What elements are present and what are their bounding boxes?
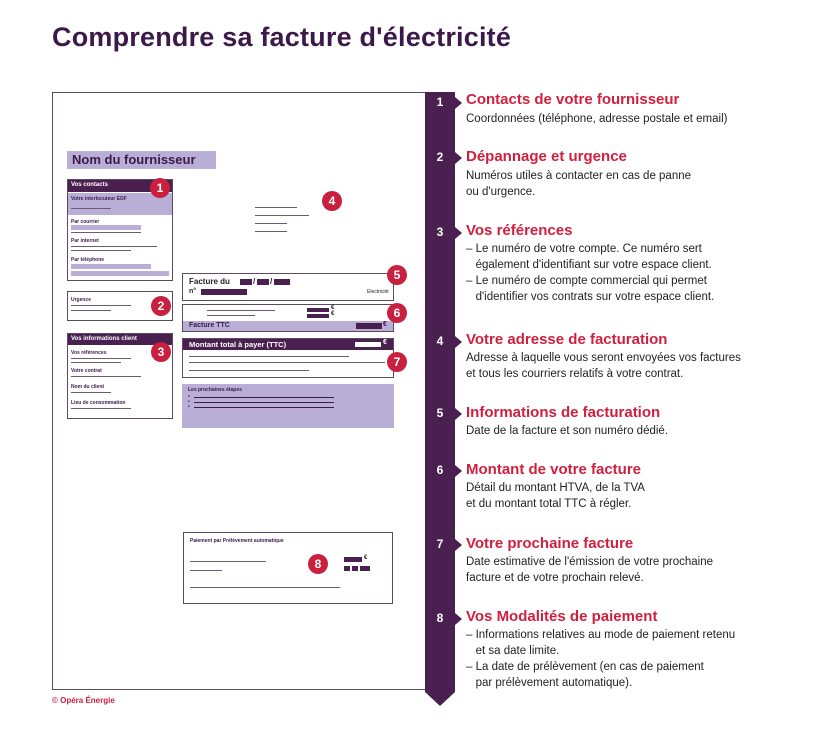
euro-sign: € [331, 311, 335, 317]
entry-4-desc: Adresse à laquelle vous seront envoyées vos factures et tous les courriers relatifs à votre contrat. [466, 352, 741, 380]
entry-8-pointer [455, 613, 462, 625]
timeline-arrow-tip [425, 692, 455, 706]
entry-8-desc: – Informations relatives au mode de paiement retenu et sa date limite. – La date de prélèvement (en cas de paiement par prélèvement automatique). [466, 629, 736, 689]
montant-total-box [182, 338, 394, 378]
montant-details-box [182, 304, 394, 332]
facture-ttc-label: Facture TTC [189, 322, 230, 329]
entry-8-title: Vos Modalités de paiement [466, 608, 658, 625]
paiement-label: Paiement par Prélèvement automatique [190, 538, 284, 544]
prochaines-etapes-box: Les prochaines étapes • • • [182, 384, 394, 428]
entry-8-number: 8 [436, 611, 444, 625]
entry-4-pointer [455, 336, 462, 348]
supplier-name: Nom du fournisseur [72, 152, 196, 167]
contacts-item-internet: Par internet [71, 238, 99, 244]
badge-2: 2 [151, 296, 171, 316]
invoice-page [52, 92, 426, 690]
entry-6-pointer [455, 465, 462, 477]
page-title: Comprendre sa facture d'électricité [52, 22, 512, 52]
contacts-item-interlocuteur: Votre interlocuteur EDF [71, 196, 127, 202]
entry-1-pointer [455, 97, 462, 109]
entry-5-number: 5 [436, 406, 444, 420]
entry-7-title: Votre prochaine facture [466, 535, 634, 552]
address-line [255, 223, 287, 224]
entry-2-title: Dépannage et urgence [466, 148, 627, 165]
timeline-bar [425, 92, 455, 692]
entry-6-desc: Détail du montant HTVA, de la TVA et du montant total TTC à régler. [466, 482, 645, 510]
facture-info-box: Facture du / / n° Electricité [182, 273, 394, 301]
entry-7-number: 7 [436, 537, 444, 551]
entry-1-title: Contacts de votre fournisseur [466, 91, 680, 108]
facture-num-label: n° [189, 288, 197, 295]
client-header-label: Vos informations client [71, 336, 137, 342]
client-item-contrat: Votre contrat [71, 368, 102, 374]
supplier-name-banner [67, 151, 216, 169]
entry-2-number: 2 [436, 150, 444, 164]
credit-text: © Opéra Énergie [52, 696, 115, 705]
contacts-item-courrier: Par courrier [71, 219, 100, 225]
badge-3: 3 [151, 342, 171, 362]
entry-3-title: Vos références [466, 222, 573, 239]
entry-7-pointer [455, 539, 462, 551]
entry-7-desc: Date estimative de l'émission de votre prochaine facture et de votre prochain relevé. [466, 556, 714, 584]
address-line [255, 207, 297, 208]
contacts-header-label: Vos contacts [71, 182, 108, 188]
euro-sign: € [331, 305, 335, 311]
badge-7: 7 [387, 352, 407, 372]
euro-sign: € [383, 321, 387, 328]
entry-2-desc: Numéros utiles à contacter en cas de panne ou d'urgence. [466, 170, 692, 198]
badge-5: 5 [387, 265, 407, 285]
entry-5-desc: Date de la facture et son numéro dédié. [466, 425, 669, 437]
entry-6-title: Montant de votre facture [466, 461, 642, 478]
badge-1: 1 [150, 178, 170, 198]
montant-total-label: Montant total à payer (TTC) [189, 340, 287, 349]
montant-total-header [183, 339, 393, 350]
client-item-nom: Nom du client [71, 384, 105, 390]
entry-5-pointer [455, 408, 462, 420]
entry-5-title: Informations de facturation [466, 404, 661, 421]
entry-3-pointer [455, 227, 462, 239]
entry-3-number: 3 [436, 225, 444, 239]
euro-sign: € [364, 555, 368, 561]
euro-sign: € [383, 339, 387, 346]
entry-3-desc: – Le numéro de votre compte. Ce numéro sert également d'identifiant sur votre espace client. – Le numéro de compte commercial qui permet d'identifier vos contrats sur votre espace client. [466, 243, 715, 303]
entry-4-title: Votre adresse de facturation [466, 331, 668, 348]
facture-ttc-row [183, 321, 393, 331]
contacts-item-telephone: Par téléphone [71, 257, 105, 263]
prochaines-etapes-label: Les prochaines étapes [188, 387, 242, 393]
badge-8: 8 [308, 554, 328, 574]
address-line [255, 231, 287, 232]
electricite-label: Electricité [367, 289, 389, 295]
badge-6: 6 [387, 303, 407, 323]
entry-1-desc: Coordonnées (téléphone, adresse postale et email) [466, 113, 728, 125]
entry-1-number: 1 [436, 95, 444, 109]
badge-4: 4 [322, 191, 342, 211]
paiement-box [183, 532, 393, 604]
facture-du-label: Facture du [189, 277, 230, 286]
entry-4-number: 4 [436, 334, 444, 348]
urgence-label: Urgence [71, 297, 92, 303]
address-line [255, 215, 309, 216]
client-item-references: Vos références [71, 350, 107, 356]
entry-2-pointer [455, 152, 462, 164]
client-item-lieu: Lieu de consommation [71, 400, 126, 406]
entry-6-number: 6 [436, 463, 444, 477]
